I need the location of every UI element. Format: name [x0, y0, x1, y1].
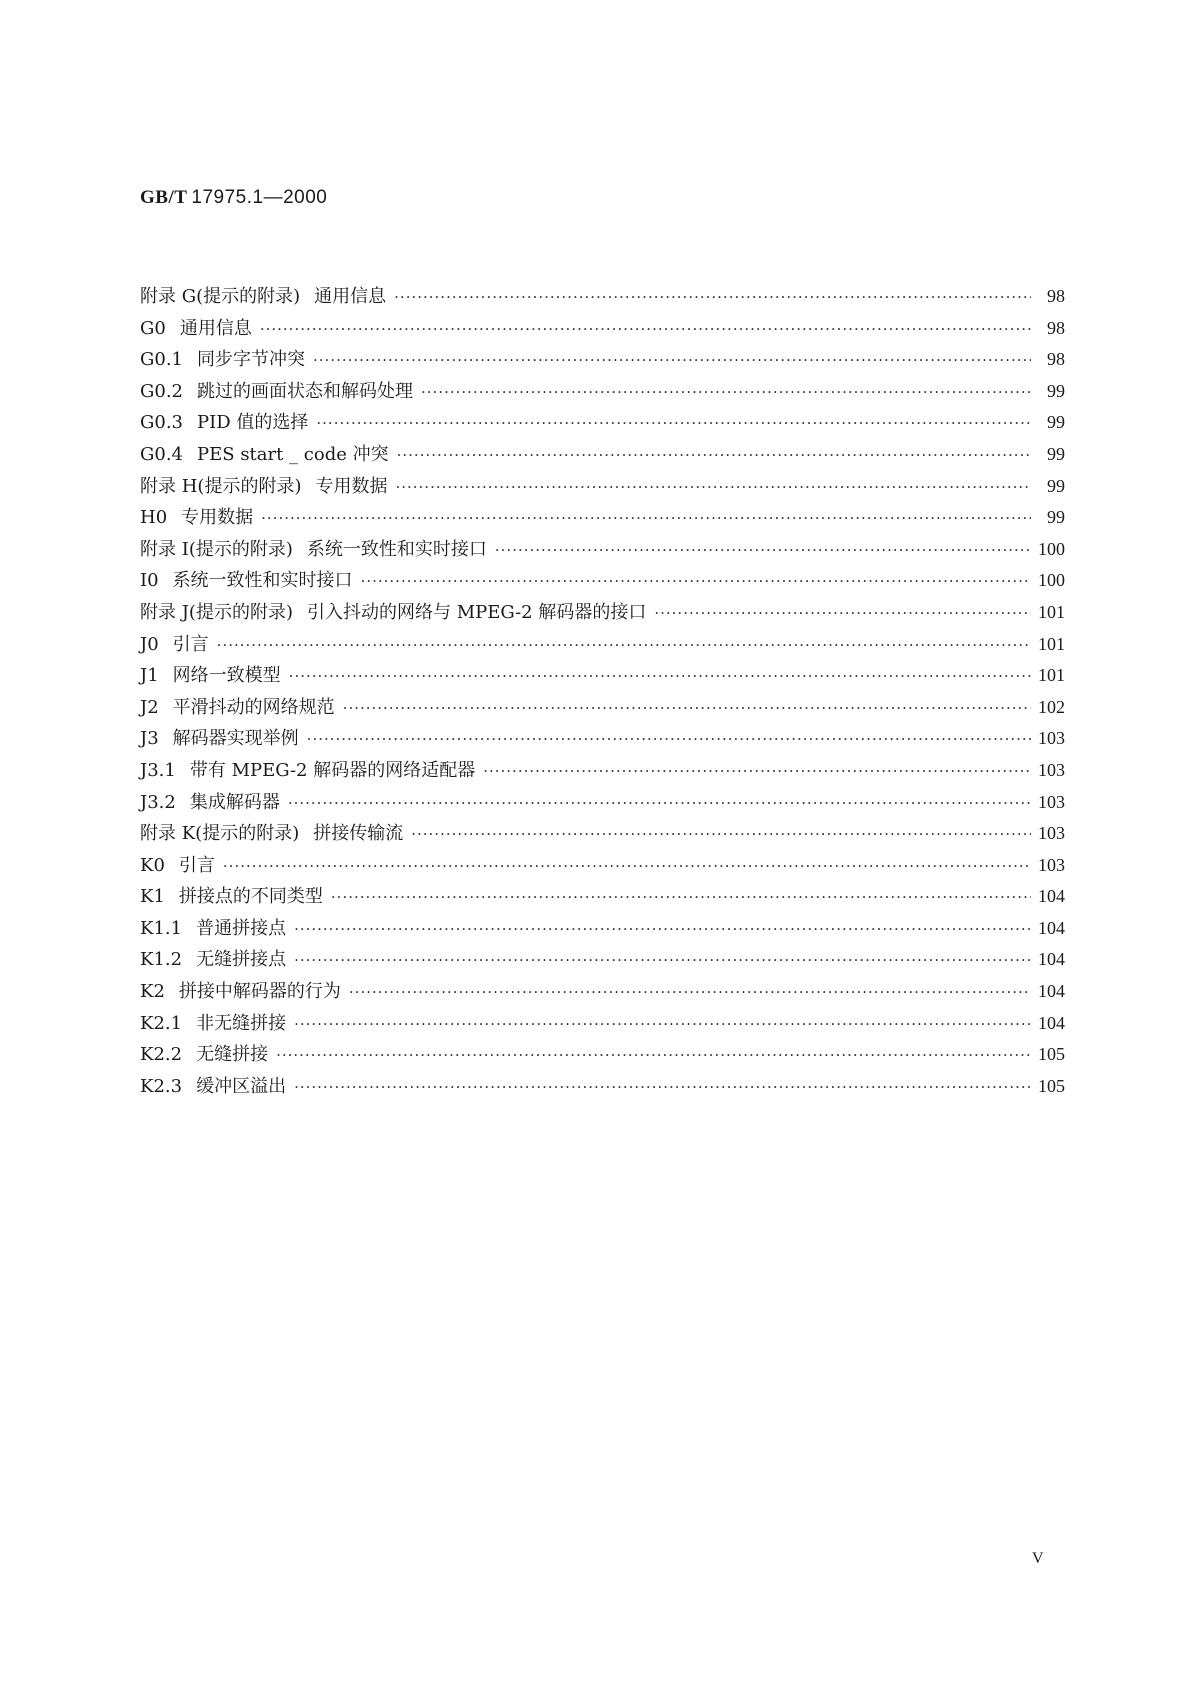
- toc-entry-page: 101: [1038, 665, 1065, 686]
- toc-entry-title: 无缝拼接点: [196, 949, 287, 971]
- toc-entry-number: G0.1: [140, 349, 184, 371]
- toc-entry-title: 引入抖动的网络与 MPEG-2 解码器的接口: [306, 601, 647, 623]
- toc-dot-leader: [343, 699, 1031, 717]
- toc-dot-leader: [289, 667, 1031, 685]
- toc-dot-leader: [313, 351, 1031, 369]
- document-header: [140, 186, 327, 209]
- toc-entry-number: K2: [140, 981, 165, 1003]
- toc-dot-leader: [395, 478, 1031, 496]
- toc-entry-page: 98: [1047, 349, 1065, 370]
- toc-dot-leader: [411, 825, 1031, 843]
- toc-entry-page: 99: [1047, 443, 1065, 464]
- toc-entry-number: K1.1: [140, 917, 183, 939]
- toc-dot-leader: [483, 762, 1031, 780]
- toc-entry-number: J3.1: [140, 759, 176, 781]
- toc-entry[interactable]: [140, 408, 1065, 440]
- toc-annex-entry[interactable]: [140, 472, 1065, 504]
- toc-entry-number: I0: [140, 570, 159, 592]
- toc-entry-number: H0: [140, 507, 168, 529]
- toc-entry[interactable]: [140, 693, 1065, 725]
- toc-entry-title: 拼接点的不同类型: [178, 886, 323, 908]
- toc-dot-leader: [654, 604, 1031, 622]
- toc-entry-number: 附录 I(提示的附录): [140, 538, 293, 560]
- toc-entry-title: 带有 MPEG-2 解码器的网络适配器: [189, 759, 476, 781]
- toc-entry-page: 101: [1038, 601, 1065, 622]
- toc-entry-title: 跳过的画面状态和解码处理: [197, 380, 414, 402]
- toc-entry-title: 拼接中解码器的行为: [178, 981, 341, 1003]
- toc-entry-page: 102: [1038, 696, 1065, 717]
- toc-entry-page: 103: [1038, 823, 1065, 844]
- toc-entry-title: 普通拼接点: [196, 917, 287, 939]
- toc-entry-number: J1: [140, 665, 159, 687]
- toc-dot-leader: [361, 572, 1031, 590]
- toc-entry[interactable]: [140, 314, 1065, 346]
- toc-entry-number: J2: [140, 696, 159, 718]
- toc-entry-title: 专用数据: [315, 475, 388, 497]
- toc-entry-page: 99: [1047, 380, 1065, 401]
- toc-entry-page: 99: [1047, 475, 1065, 496]
- toc-entry-page: 101: [1038, 633, 1065, 654]
- toc-entry-page: 98: [1047, 286, 1065, 306]
- toc-entry-page: 104: [1038, 886, 1065, 907]
- toc-entry-title: 专用数据: [181, 507, 254, 529]
- toc-dot-leader: [217, 636, 1031, 654]
- toc-entry-number: 附录 G(提示的附录): [140, 286, 301, 307]
- toc-entry-title: 缓冲区溢出: [196, 1075, 287, 1097]
- toc-dot-leader: [276, 1046, 1031, 1064]
- toc-entry-page: 98: [1047, 317, 1065, 338]
- toc-dot-leader: [307, 730, 1031, 748]
- toc-entry-title: 平滑抖动的网络规范: [172, 696, 335, 718]
- toc-dot-leader: [294, 920, 1031, 938]
- toc-entry[interactable]: [140, 377, 1065, 409]
- toc-entry-number: J3.2: [140, 791, 176, 813]
- toc-dot-leader: [294, 1015, 1031, 1033]
- toc-entry-page: 104: [1038, 917, 1065, 938]
- toc-entry-page: 100: [1038, 570, 1065, 591]
- table-of-contents: [140, 282, 1065, 1103]
- toc-entry[interactable]: [140, 945, 1065, 977]
- toc-entry-page: 105: [1038, 1044, 1065, 1065]
- toc-entry-title: 同步字节冲突: [197, 349, 306, 371]
- toc-entry[interactable]: [140, 566, 1065, 598]
- toc-entry[interactable]: [140, 661, 1065, 693]
- toc-entry[interactable]: [140, 788, 1065, 820]
- standard-code: GB/T: [140, 187, 188, 208]
- toc-entry-title: PID 值的选择: [197, 412, 309, 434]
- toc-entry-number: G0.2: [140, 380, 184, 402]
- toc-entry-page: 99: [1047, 412, 1065, 433]
- toc-entry-number: K1.2: [140, 949, 183, 971]
- toc-entry-number: G0.4: [140, 443, 184, 465]
- toc-entry-title: 系统一致性和实时接口: [306, 538, 487, 560]
- toc-entry-page: 104: [1038, 1012, 1065, 1033]
- toc-dot-leader: [421, 383, 1031, 401]
- toc-entry[interactable]: [140, 503, 1065, 535]
- toc-dot-leader: [294, 1078, 1031, 1096]
- toc-annex-entry[interactable]: [140, 535, 1065, 567]
- toc-entry[interactable]: [140, 977, 1065, 1009]
- toc-entry[interactable]: [140, 630, 1065, 662]
- toc-entry-number: K1: [140, 886, 165, 908]
- toc-entry-number: 附录 J(提示的附录): [140, 601, 293, 623]
- toc-dot-leader: [288, 794, 1031, 812]
- toc-entry-title: 引言: [172, 633, 209, 655]
- toc-entry-page: 104: [1038, 981, 1065, 1002]
- toc-entry-page: 103: [1038, 759, 1065, 780]
- standard-number: 17975.1—2000: [191, 187, 328, 208]
- toc-entry-title: 无缝拼接: [196, 1044, 269, 1066]
- toc-entry-title: 解码器实现举例: [172, 728, 299, 750]
- toc-entry-title: 非无缝拼接: [196, 1012, 287, 1034]
- toc-dot-leader: [261, 509, 1031, 527]
- toc-entry-number: G0: [140, 317, 166, 339]
- toc-entry-number: K2.3: [140, 1075, 183, 1097]
- toc-entry-title: PES start _ code 冲突: [197, 443, 389, 465]
- toc-entry-page: 105: [1038, 1075, 1065, 1096]
- toc-entry-page: 100: [1038, 538, 1065, 559]
- toc-entry-title: 系统一致性和实时接口: [172, 570, 353, 592]
- toc-entry-number: J3: [140, 728, 159, 750]
- toc-entry-page: 104: [1038, 949, 1065, 970]
- toc-dot-leader: [223, 857, 1031, 875]
- toc-entry[interactable]: [140, 1072, 1065, 1104]
- toc-entry-page: 103: [1038, 791, 1065, 812]
- page-number: V: [1032, 1550, 1044, 1567]
- toc-dot-leader: [294, 951, 1031, 969]
- toc-entry-title: 通用信息: [179, 317, 252, 339]
- toc-entry-title: 引言: [178, 854, 215, 876]
- toc-dot-leader: [495, 541, 1031, 559]
- toc-entry-number: 附录 H(提示的附录): [140, 475, 302, 497]
- toc-entry-title: 集成解码器: [189, 791, 280, 813]
- toc-entry-title: 通用信息: [314, 286, 387, 307]
- toc-entry[interactable]: [140, 724, 1065, 756]
- toc-entry-number: J0: [140, 633, 159, 655]
- toc-entry-number: K2.1: [140, 1012, 183, 1034]
- toc-entry[interactable]: [140, 851, 1065, 883]
- toc-dot-leader: [331, 888, 1031, 906]
- toc-dot-leader: [394, 288, 1031, 306]
- toc-dot-leader: [349, 983, 1031, 1001]
- toc-entry[interactable]: [140, 440, 1065, 472]
- toc-annex-entry[interactable]: [140, 598, 1065, 630]
- toc-dot-leader: [260, 320, 1031, 338]
- toc-entry-title: 拼接传输流: [313, 823, 404, 845]
- toc-entry-page: 103: [1038, 728, 1065, 749]
- toc-entry[interactable]: [140, 914, 1065, 946]
- toc-entry[interactable]: [140, 1009, 1065, 1041]
- toc-entry[interactable]: [140, 756, 1065, 788]
- toc-entry-number: K2.2: [140, 1044, 183, 1066]
- toc-entry-number: 附录 K(提示的附录): [140, 823, 300, 845]
- toc-dot-leader: [316, 414, 1031, 432]
- toc-entry[interactable]: [140, 1040, 1065, 1072]
- toc-entry-page: 103: [1038, 854, 1065, 875]
- toc-entry-title: 网络一致模型: [172, 665, 281, 687]
- toc-entry[interactable]: [140, 345, 1065, 377]
- toc-entry-number: K0: [140, 854, 165, 876]
- toc-entry-page: 99: [1047, 507, 1065, 528]
- toc-entry[interactable]: [140, 882, 1065, 914]
- toc-entry-number: G0.3: [140, 412, 184, 434]
- toc-annex-entry[interactable]: [140, 819, 1065, 851]
- toc-annex-entry[interactable]: [140, 282, 1065, 314]
- toc-dot-leader: [397, 446, 1031, 464]
